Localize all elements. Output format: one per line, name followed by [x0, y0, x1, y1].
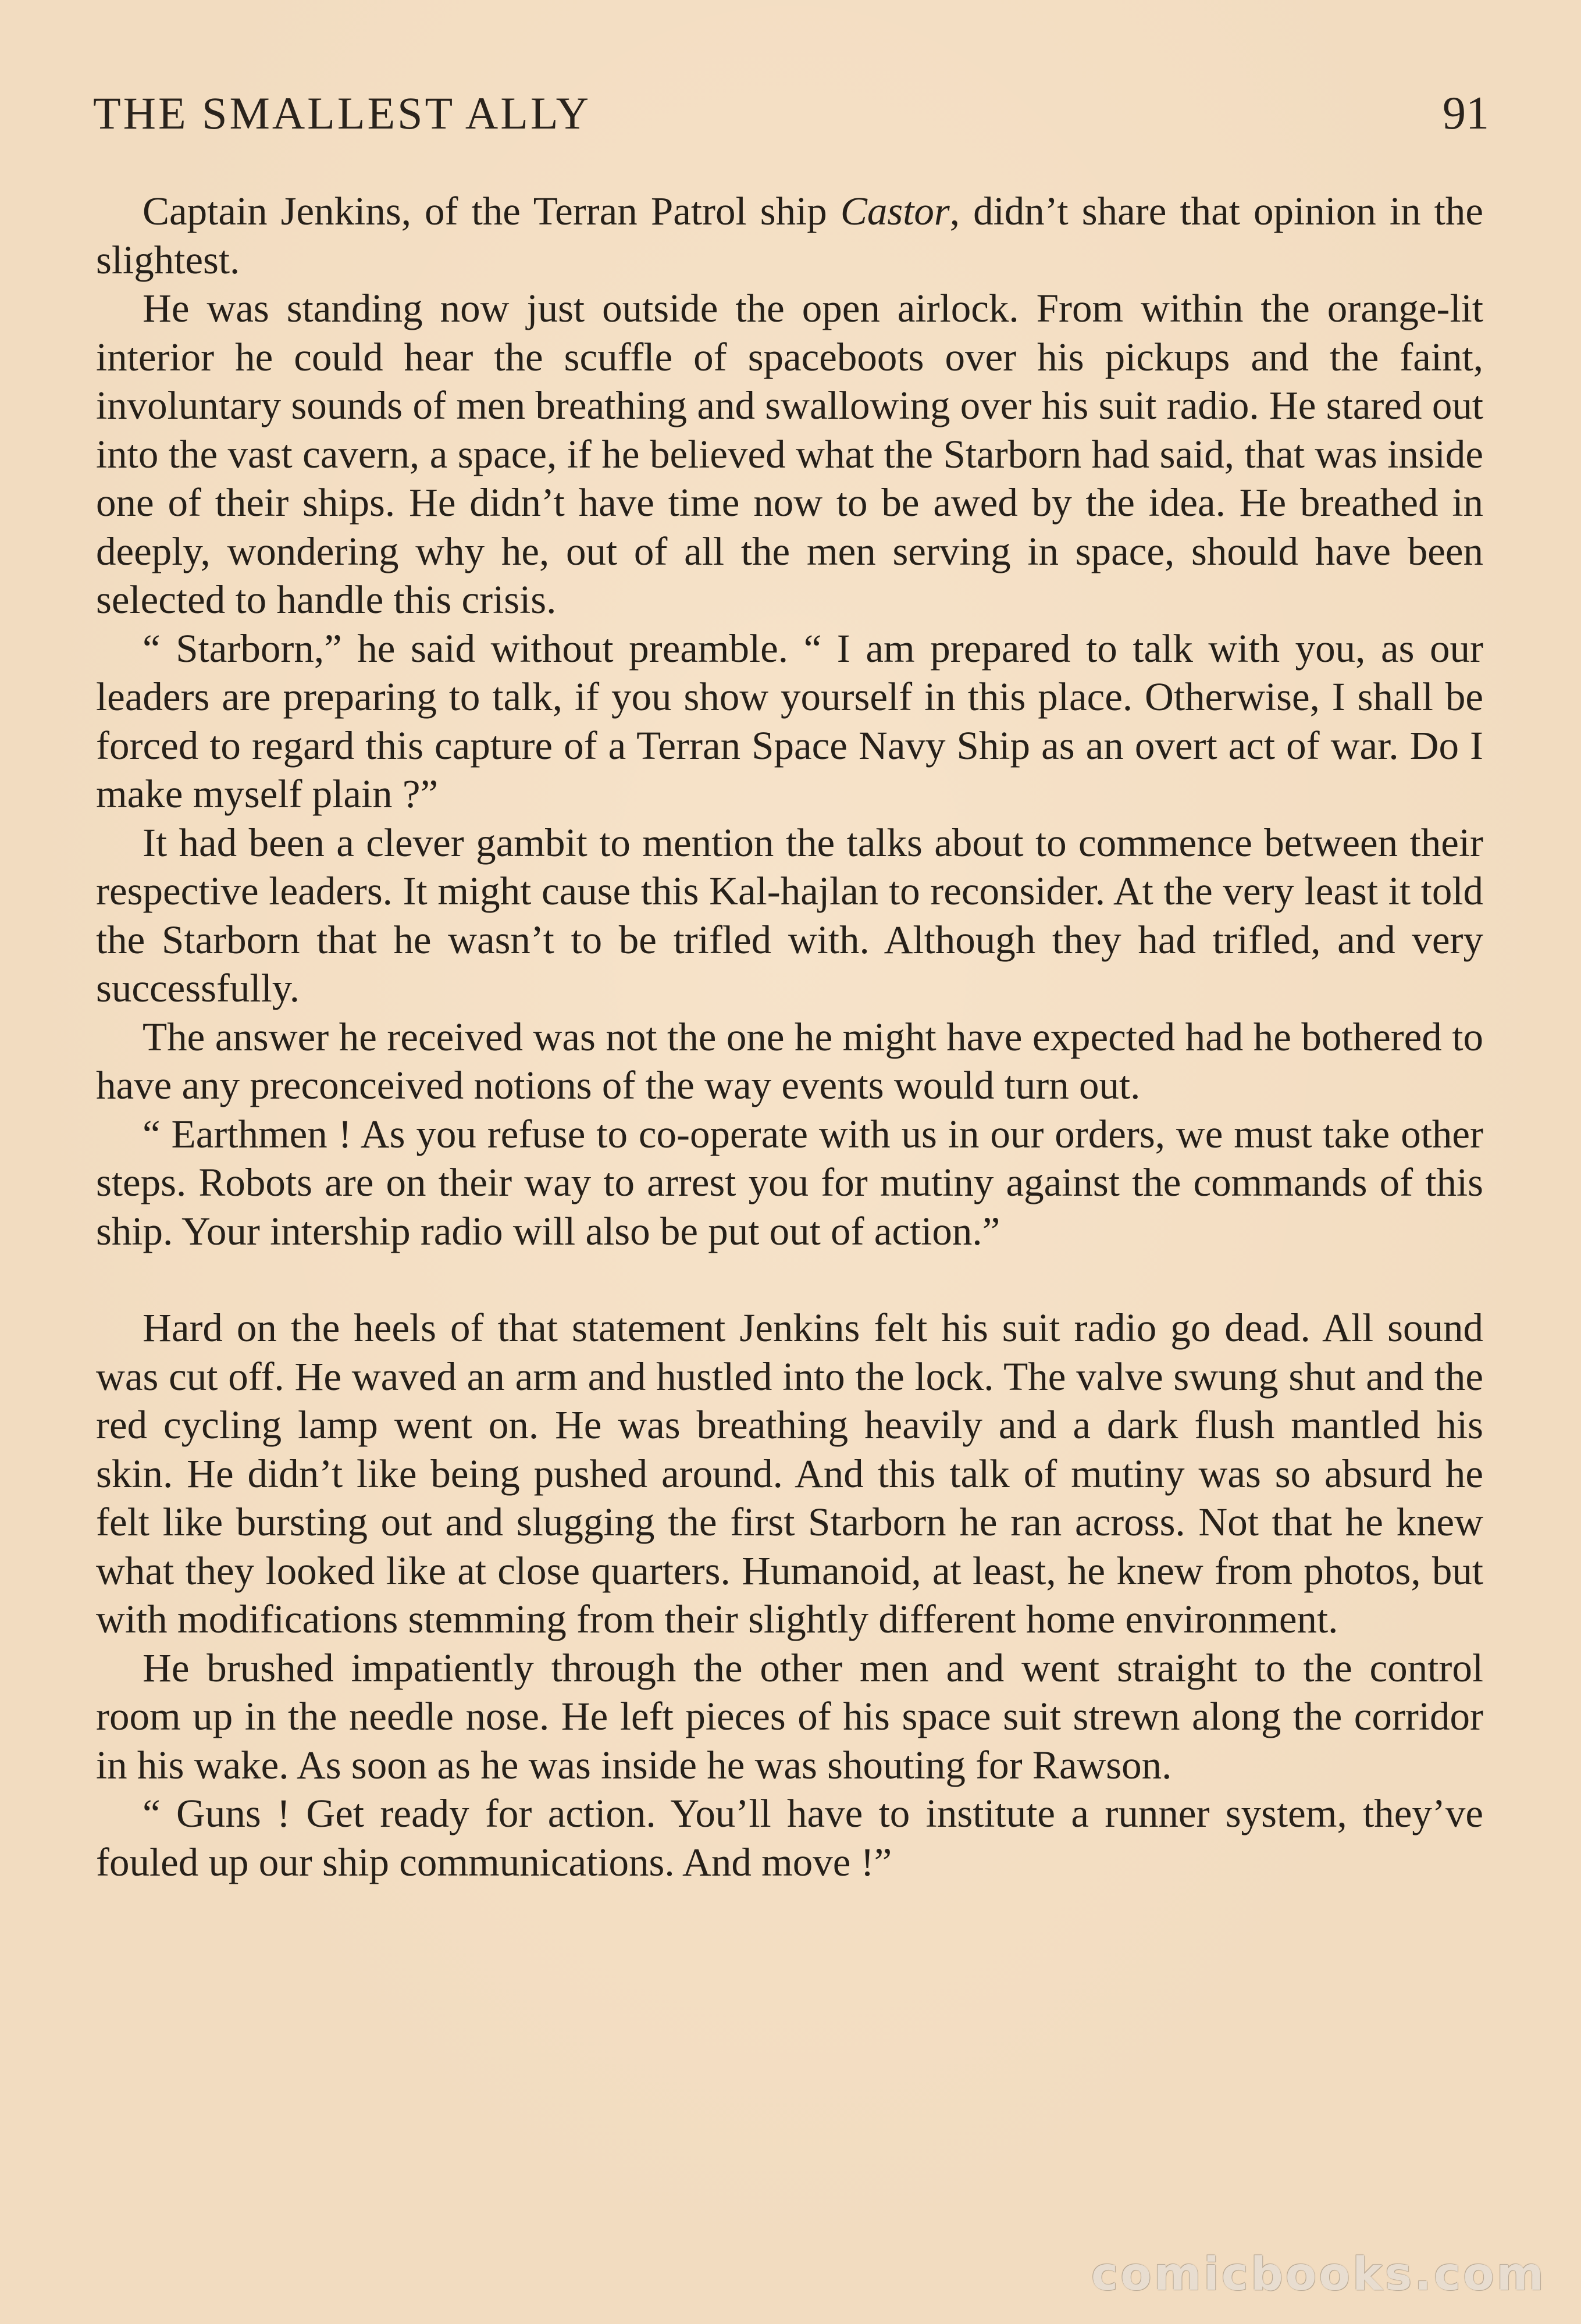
running-title: THE SMALLEST ALLY — [93, 88, 592, 138]
paragraph-1-tail: , didn’t share that opinion in the slightest. — [96, 189, 1483, 282]
paragraph-1 — [96, 187, 1483, 284]
ship-name: Castor — [840, 189, 950, 233]
paragraph-5: The answer he received was not the one he might have expected had he bothered to have any preconceived notions of the way events would turn out. — [96, 1014, 1483, 1107]
page-number: 91 — [1443, 88, 1489, 139]
paragraph-9: “ Guns ! Get ready for action. You’ll have to institute a runner system, they’ve fouled up our ship communications. And move !” — [96, 1791, 1483, 1884]
paragraph-4: It had been a clever gambit to mention the talks about to commence between their respective leaders. It might cause this Kal-hajlan to reconsider. At the very least it told the Starborn that he wasn’t to be trifled with. Although they had trifled, and very successfully. — [96, 820, 1483, 1010]
paragraph-7: Hard on the heels of that statement Jenkins felt his suit radio go dead. All sound was cut off. He waved an arm and hustled into the lock. The valve swung shut and the red cycling lamp went on. He was breathing heavily and a dark flush mantled his skin. He didn’t like being pushed around. And this talk of mutiny was so absurd he felt like bursting out and slugging the first Starborn he ran across. Not that he knew what they looked like at close quarters. Humanoid, at least, he knew from photos, but with modifications stemming from their slightly different home environment. — [96, 1306, 1483, 1641]
body-text — [96, 187, 1483, 1887]
paragraph-1-lead: Captain Jenkins, of the Terran Patrol ship — [143, 189, 841, 233]
paragraph-3: “ Starborn,” he said without preamble. “ I am prepared to talk with you, as our leaders are preparing to talk, if you show yourself in this place. Otherwise, I shall be forced to regard this capture of a Terran Space Navy Ship as an overt act of war. Do I make myself plain ?” — [96, 626, 1483, 816]
watermark: comicbooks.com — [1091, 2248, 1546, 2301]
paragraph-2: He was standing now just outside the open airlock. From within the orange-lit interior he could hear the scuffle of spaceboots over his pickups and the faint, involuntary sounds of men breathing and swallowing over his suit radio. He stared out into the vast cavern, a space, if he believed what the Starborn had said, that was inside one of their ships. He didn’t have time now to be awed by the idea. He breathed in deeply, wondering why he, out of all the men serving in space, should have been selected to handle this crisis. — [96, 286, 1483, 622]
running-head — [93, 87, 1489, 151]
paragraph-6: “ Earthmen ! As you refuse to co-operate with us in our orders, we must take other steps. Robots are on their way to arrest you for mutiny against the commands of this ship. Your intership radio will also be put out of action.” — [96, 1111, 1483, 1253]
paragraph-8: He brushed impatiently through the other men and went straight to the control room up in the needle nose. He left pieces of his space suit strewn along the corridor in his wake. As soon as he was inside he was shouting for Rawson. — [96, 1645, 1483, 1787]
